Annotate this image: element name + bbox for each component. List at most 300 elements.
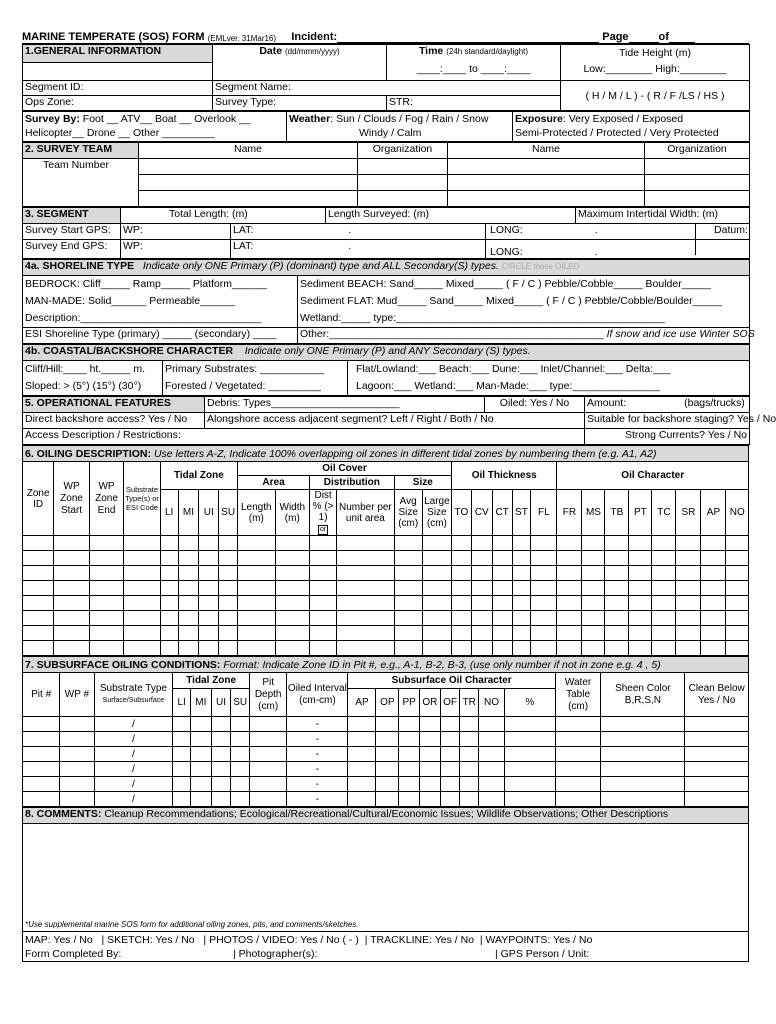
oiling-cell[interactable] [275,536,309,551]
subsurface-cell[interactable] [399,717,420,732]
oiling-cell[interactable] [701,641,726,656]
oiling-cell[interactable] [471,596,492,611]
subsurface-cell[interactable] [190,792,211,807]
oiling-cell[interactable] [676,626,701,641]
survey-type-field[interactable]: Survey Type: [213,96,387,111]
oiling-cell[interactable] [701,611,726,626]
weather-field[interactable]: Weather: Sun / Clouds / Fog / Rain / Snow Windy / Calm [287,112,513,142]
oiling-cell[interactable] [124,641,161,656]
length-surveyed-field[interactable]: Length Surveyed: (m) [326,208,576,224]
other-shoreline-field[interactable]: Other:_______________________________________________ If snow and ice use Winter SOS [298,328,750,344]
subsurface-cell[interactable] [231,777,250,792]
subsurface-cell[interactable]: - [287,732,348,747]
subsurface-cell[interactable] [348,747,376,762]
oiling-cell[interactable] [23,626,54,641]
team-cell[interactable] [645,191,750,207]
oiling-cell[interactable] [652,641,676,656]
start-lat-field[interactable]: LAT: . [231,224,486,240]
oiling-cell[interactable] [160,566,178,581]
oiling-cell[interactable] [557,566,582,581]
oiling-cell[interactable] [471,581,492,596]
subsurface-cell[interactable] [23,777,60,792]
subsurface-cell[interactable] [60,717,94,732]
oiling-cell[interactable] [512,596,531,611]
subsurface-cell[interactable] [685,732,749,747]
oiling-cell[interactable] [512,641,531,656]
oiling-cell[interactable] [23,566,54,581]
map-field[interactable]: MAP: Yes / No [25,934,93,946]
oiling-cell[interactable] [89,641,123,656]
oiling-cell[interactable] [238,551,276,566]
oiling-cell[interactable] [337,566,394,581]
oiling-cell[interactable] [701,626,726,641]
oiling-cell[interactable] [652,596,676,611]
subsurface-cell[interactable] [419,777,440,792]
subsurface-cell[interactable] [190,732,211,747]
subsurface-cell[interactable] [348,762,376,777]
oiling-cell[interactable] [676,581,701,596]
subsurface-cell[interactable] [376,717,399,732]
oiling-cell[interactable] [605,611,629,626]
oiling-cell[interactable] [310,596,337,611]
subsurface-cell[interactable] [504,747,555,762]
oiling-cell[interactable] [629,611,652,626]
tide-height-field[interactable]: Tide Height (m) Low:________ High:________ [561,45,750,81]
oiling-cell[interactable] [219,551,238,566]
subsurface-cell[interactable] [504,792,555,807]
oiling-cell[interactable] [54,581,89,596]
team-cell[interactable] [358,191,448,207]
oiling-cell[interactable] [337,641,394,656]
oiling-cell[interactable] [557,581,582,596]
str-field[interactable]: STR: [387,96,561,111]
oiling-cell[interactable] [394,641,422,656]
oiling-cell[interactable] [199,536,219,551]
oiling-cell[interactable] [178,641,199,656]
completed-by-field[interactable]: Form Completed By: [25,948,122,960]
subsurface-cell[interactable]: - [287,792,348,807]
ops-zone-field[interactable]: Ops Zone: [23,96,213,111]
oiling-cell[interactable] [676,566,701,581]
oiling-cell[interactable] [160,581,178,596]
staging-field[interactable]: Suitable for backshore staging? Yes / No [585,413,750,429]
oiling-cell[interactable] [54,596,89,611]
subsurface-cell[interactable] [376,777,399,792]
subsurface-cell[interactable] [211,717,231,732]
oiling-cell[interactable] [629,536,652,551]
oiling-cell[interactable] [652,581,676,596]
subsurface-cell[interactable] [211,762,231,777]
end-long-field[interactable]: LONG: . [486,240,750,259]
subsurface-cell[interactable] [190,762,211,777]
oiling-cell[interactable] [23,596,54,611]
oiling-cell[interactable] [238,641,276,656]
oiling-cell[interactable] [629,551,652,566]
oiling-cell[interactable] [652,536,676,551]
oiling-cell[interactable] [310,626,337,641]
survey-by-field[interactable]: Survey By: Foot __ ATV__ Boat __ Overlook __ Helicopter__ Drone __ Other _________ [23,112,287,142]
oiling-cell[interactable] [199,611,219,626]
subsurface-cell[interactable] [601,717,685,732]
end-wp-field[interactable]: WP: [121,240,231,259]
oiling-cell[interactable] [89,596,123,611]
oiling-cell[interactable] [726,566,749,581]
oiling-cell[interactable] [582,536,605,551]
subsurface-cell[interactable] [479,747,505,762]
oiling-cell[interactable] [582,551,605,566]
oiling-cell[interactable] [492,536,512,551]
oiling-cell[interactable] [471,551,492,566]
subsurface-cell[interactable] [250,777,287,792]
subsurface-cell[interactable] [479,762,505,777]
oiling-cell[interactable] [629,626,652,641]
oiling-cell[interactable] [178,581,199,596]
oiling-cell[interactable] [275,596,309,611]
sediment-field[interactable]: Sediment BEACH: Sand_____ Mixed_____ ( F / C ) Pebble/Cobble_____ Boulder_____ Sediment FLAT: Mud_____ Sand_____ Mixed_____ ( F / C ) Pebble/Cobble/Boulder_____ Wetland:_____ type:______________________________________________ [298,276,750,328]
oiling-cell[interactable] [199,551,219,566]
oiling-cell[interactable] [531,611,557,626]
oiling-cell[interactable] [238,596,276,611]
debris-field[interactable]: Debris: Types______________________ [205,397,485,413]
subsurface-cell[interactable] [504,762,555,777]
subsurface-cell[interactable] [211,732,231,747]
oiling-cell[interactable] [337,626,394,641]
oiling-cell[interactable] [512,611,531,626]
oiling-cell[interactable] [726,641,749,656]
oiling-cell[interactable] [512,536,531,551]
subsurface-cell[interactable] [440,792,460,807]
oiling-cell[interactable] [160,611,178,626]
team-cell[interactable] [645,159,750,175]
oiling-cell[interactable] [422,581,451,596]
subsurface-cell[interactable] [601,777,685,792]
oiling-cell[interactable] [124,551,161,566]
subsurface-cell[interactable] [173,717,191,732]
subsurface-cell[interactable] [419,732,440,747]
oiling-cell[interactable] [394,566,422,581]
team-cell[interactable] [645,175,750,191]
oiling-cell[interactable] [512,566,531,581]
tide-codes[interactable]: ( H / M / L ) - ( R / F /LS / HS ) [561,81,750,111]
oiling-cell[interactable] [219,626,238,641]
oiling-cell[interactable] [54,551,89,566]
oiling-cell[interactable] [471,626,492,641]
oiling-cell[interactable] [310,611,337,626]
subsurface-cell[interactable] [440,717,460,732]
oiling-cell[interactable] [422,641,451,656]
oiling-cell[interactable] [160,596,178,611]
oiling-cell[interactable] [54,626,89,641]
subsurface-cell[interactable] [399,792,420,807]
subsurface-cell[interactable] [173,792,191,807]
comments-area[interactable] [23,824,749,932]
subsurface-cell[interactable] [211,792,231,807]
oiling-cell[interactable] [238,611,276,626]
incident-field[interactable] [337,32,599,43]
oiling-cell[interactable] [701,551,726,566]
subsurface-cell[interactable] [173,777,191,792]
oiling-cell[interactable] [219,596,238,611]
oiling-cell[interactable] [23,536,54,551]
subsurface-cell[interactable] [399,732,420,747]
substrate-field[interactable]: Primary Substrates: ___________ Forested / Vegetated: _________ [163,361,348,396]
oiling-cell[interactable] [310,641,337,656]
subsurface-cell[interactable] [399,747,420,762]
oiling-cell[interactable] [629,581,652,596]
oiling-cell[interactable] [492,641,512,656]
oiling-cell[interactable] [557,641,582,656]
start-wp-field[interactable]: WP: [121,224,231,240]
photographer-field[interactable]: | Photographer(s): [233,948,318,960]
subsurface-cell[interactable]: / [94,777,173,792]
oiling-cell[interactable] [394,536,422,551]
oiling-cell[interactable] [337,596,394,611]
oiling-cell[interactable] [492,551,512,566]
subsurface-cell[interactable] [173,762,191,777]
oiling-cell[interactable] [124,536,161,551]
subsurface-cell[interactable] [23,717,60,732]
oiling-cell[interactable] [89,611,123,626]
subsurface-cell[interactable] [504,777,555,792]
subsurface-cell[interactable] [211,777,231,792]
oiling-cell[interactable] [219,566,238,581]
subsurface-cell[interactable] [460,762,479,777]
oiling-cell[interactable] [178,626,199,641]
oiling-cell[interactable] [557,626,582,641]
oiling-cell[interactable] [492,566,512,581]
subsurface-cell[interactable] [173,732,191,747]
oiling-cell[interactable] [676,611,701,626]
subsurface-cell[interactable] [348,732,376,747]
subsurface-cell[interactable] [685,777,749,792]
oiling-cell[interactable] [199,566,219,581]
oiling-cell[interactable] [178,596,199,611]
oiling-cell[interactable] [89,626,123,641]
oiling-cell[interactable] [23,611,54,626]
oiling-cell[interactable] [471,641,492,656]
oiling-cell[interactable] [238,566,276,581]
oiling-cell[interactable] [531,536,557,551]
oiling-cell[interactable] [422,566,451,581]
oiling-cell[interactable] [89,536,123,551]
subsurface-cell[interactable]: - [287,762,348,777]
oiling-cell[interactable] [178,536,199,551]
oiling-cell[interactable] [337,611,394,626]
oiling-cell[interactable] [275,611,309,626]
oiling-cell[interactable] [394,596,422,611]
oiling-cell[interactable] [629,566,652,581]
date-blank[interactable] [213,63,387,81]
time-blank[interactable]: ____:____ to ____:____ [387,63,561,81]
oiling-cell[interactable] [275,626,309,641]
subsurface-cell[interactable] [460,717,479,732]
oiling-cell[interactable] [582,626,605,641]
oiling-cell[interactable] [531,566,557,581]
subsurface-cell[interactable]: / [94,762,173,777]
oiling-cell[interactable] [605,551,629,566]
oiling-cell[interactable] [557,611,582,626]
oiling-cell[interactable] [124,626,161,641]
total-length-field[interactable]: Total Length: (m) [121,208,326,224]
oiling-cell[interactable] [23,581,54,596]
oiling-cell[interactable] [124,596,161,611]
subsurface-cell[interactable] [479,792,505,807]
oiling-cell[interactable] [605,581,629,596]
subsurface-cell[interactable] [419,717,440,732]
subsurface-cell[interactable] [440,777,460,792]
subsurface-cell[interactable] [419,762,440,777]
subsurface-cell[interactable] [685,717,749,732]
oiling-cell[interactable] [471,536,492,551]
oiling-cell[interactable] [557,596,582,611]
subsurface-cell[interactable] [685,762,749,777]
oiling-cell[interactable] [89,551,123,566]
subsurface-cell[interactable] [376,732,399,747]
subsurface-cell[interactable]: / [94,747,173,762]
oiling-cell[interactable] [219,641,238,656]
oiling-cell[interactable] [199,626,219,641]
waypoints-field[interactable]: | WAYPOINTS: Yes / No [479,934,593,946]
subsurface-cell[interactable] [190,747,211,762]
oiling-cell[interactable] [652,626,676,641]
esi-shoreline-field[interactable]: ESI Shoreline Type (primary) _____ (secondary) ____ [23,328,298,344]
oiling-cell[interactable] [54,536,89,551]
team-cell[interactable] [358,159,448,175]
oiling-cell[interactable] [54,611,89,626]
subsurface-cell[interactable]: / [94,717,173,732]
subsurface-cell[interactable]: - [287,777,348,792]
oiling-cell[interactable] [452,551,472,566]
oiling-cell[interactable] [512,626,531,641]
subsurface-cell[interactable] [348,777,376,792]
oiling-cell[interactable] [275,551,309,566]
oiling-cell[interactable] [337,581,394,596]
subsurface-cell[interactable] [555,732,601,747]
subsurface-cell[interactable] [348,792,376,807]
oiling-cell[interactable] [219,611,238,626]
subsurface-cell[interactable] [376,792,399,807]
oiling-cell[interactable] [726,536,749,551]
subsurface-cell[interactable] [601,732,685,747]
subsurface-cell[interactable] [555,777,601,792]
oiling-cell[interactable] [124,566,161,581]
subsurface-cell[interactable] [440,732,460,747]
team-cell[interactable] [139,191,358,207]
subsurface-cell[interactable] [250,792,287,807]
subsurface-cell[interactable] [376,762,399,777]
oiling-cell[interactable] [23,551,54,566]
photos-field[interactable]: | PHOTOS / VIDEO: Yes / No ( - ) [203,934,359,946]
oiling-cell[interactable] [492,596,512,611]
subsurface-cell[interactable] [440,747,460,762]
subsurface-cell[interactable] [479,777,505,792]
subsurface-cell[interactable] [376,747,399,762]
subsurface-cell[interactable] [250,732,287,747]
oiled-field[interactable]: Oiled: Yes / No [485,397,585,413]
oiling-cell[interactable] [199,581,219,596]
team-cell[interactable] [448,159,645,175]
max-width-field[interactable]: Maximum Intertidal Width: (m) [576,208,750,224]
oiling-cell[interactable] [676,551,701,566]
oiling-cell[interactable] [605,596,629,611]
oiling-cell[interactable] [676,596,701,611]
subsurface-cell[interactable] [460,732,479,747]
oiling-cell[interactable] [238,581,276,596]
oiling-cell[interactable] [726,596,749,611]
team-cell[interactable] [448,191,645,207]
oiling-cell[interactable] [471,611,492,626]
team-cell[interactable] [358,175,448,191]
subsurface-cell[interactable] [211,747,231,762]
oiling-cell[interactable] [310,566,337,581]
subsurface-cell[interactable] [23,762,60,777]
oiling-cell[interactable] [531,596,557,611]
subsurface-cell[interactable] [685,792,749,807]
oiling-cell[interactable] [452,641,472,656]
subsurface-cell[interactable] [23,732,60,747]
oiling-cell[interactable] [652,611,676,626]
subsurface-cell[interactable] [555,747,601,762]
date-field[interactable]: Date (dd/mmm/yyyy) [213,45,387,63]
oiling-cell[interactable] [124,611,161,626]
oiling-cell[interactable] [238,536,276,551]
subsurface-cell[interactable] [555,762,601,777]
subsurface-cell[interactable] [504,717,555,732]
oiling-cell[interactable] [310,536,337,551]
oiling-cell[interactable] [605,626,629,641]
direct-access-field[interactable]: Direct backshore access? Yes / No [23,413,205,429]
strong-currents-field[interactable]: Strong Currents? Yes / No [585,429,750,445]
subsurface-cell[interactable] [60,777,94,792]
oiling-cell[interactable] [676,536,701,551]
oiling-cell[interactable] [531,551,557,566]
subsurface-cell[interactable] [250,762,287,777]
subsurface-cell[interactable] [348,717,376,732]
subsurface-cell[interactable]: - [287,747,348,762]
segment-id-field[interactable]: Segment ID: [23,81,213,96]
subsurface-cell[interactable] [60,792,94,807]
access-description-field[interactable]: Access Description / Restrictions: [23,429,585,445]
oiling-cell[interactable] [394,611,422,626]
oiling-cell[interactable] [452,611,472,626]
oiling-cell[interactable] [492,626,512,641]
oiling-cell[interactable] [275,566,309,581]
subsurface-cell[interactable] [479,717,505,732]
oiling-cell[interactable] [23,641,54,656]
oiling-cell[interactable] [701,536,726,551]
oiling-cell[interactable] [337,536,394,551]
oiling-cell[interactable] [605,566,629,581]
oiling-cell[interactable] [199,596,219,611]
subsurface-cell[interactable] [685,747,749,762]
subsurface-cell[interactable] [399,762,420,777]
oiling-cell[interactable] [582,581,605,596]
oiling-cell[interactable] [629,596,652,611]
oiling-cell[interactable] [178,566,199,581]
oiling-cell[interactable] [676,641,701,656]
oiling-cell[interactable] [422,596,451,611]
oiling-cell[interactable] [310,551,337,566]
trackline-field[interactable]: | TRACKLINE: Yes / No [364,934,475,946]
oiling-cell[interactable] [452,536,472,551]
oiling-cell[interactable] [557,551,582,566]
team-cell[interactable] [139,175,358,191]
exposure-field[interactable]: Exposure: Very Exposed / Exposed Semi-Protected / Protected / Very Protected [513,112,750,142]
subsurface-cell[interactable] [479,732,505,747]
oiling-cell[interactable] [422,611,451,626]
oiling-cell[interactable] [422,626,451,641]
oiling-cell[interactable] [582,641,605,656]
